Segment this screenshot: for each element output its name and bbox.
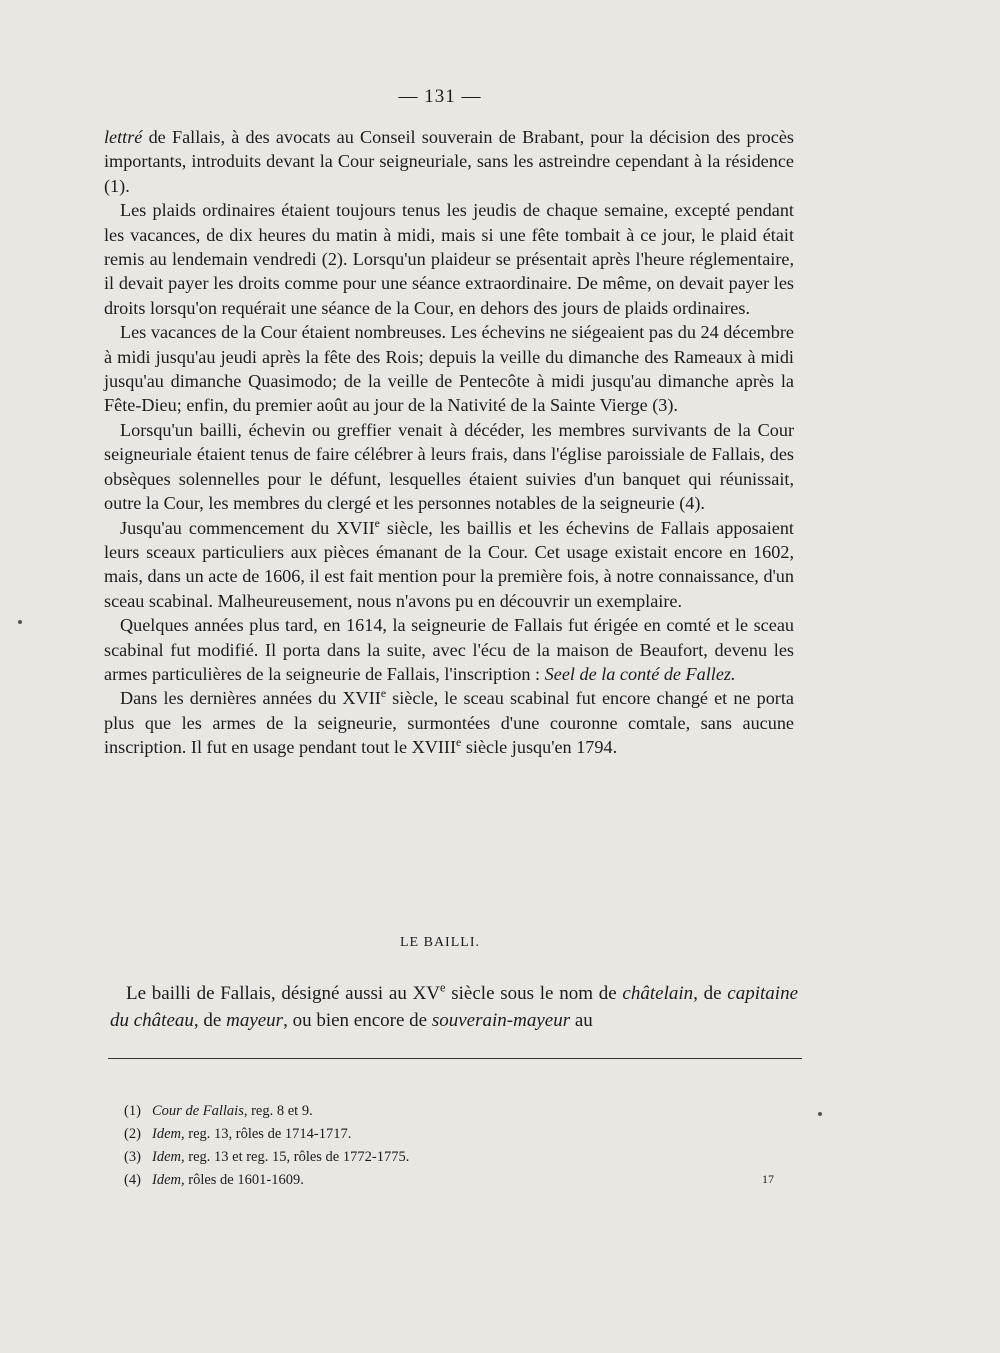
footnote xyxy=(124,1123,804,1146)
body-text xyxy=(104,125,794,760)
text-run: Dans les dernières années du XVII xyxy=(120,688,381,709)
paragraph xyxy=(104,613,794,686)
text-run: , ou bien encore de xyxy=(283,1010,432,1031)
paragraph xyxy=(104,125,794,198)
text-run: de Fallais, à des avocats au Conseil souverain de Brabant, pour la décision des procès importants, introduits devant la Cour seigneuriale, sans les astreindre cependant à la résidence (1). xyxy=(104,127,794,196)
text-run: , reg. 13 et reg. 15, rôles de 1772-1775. xyxy=(181,1149,410,1165)
italic-text: Idem xyxy=(152,1126,181,1142)
superscript: e xyxy=(456,735,462,750)
footnote xyxy=(124,1100,804,1123)
paper-speck xyxy=(818,1112,822,1116)
section-text xyxy=(110,980,798,1034)
italic-text: Idem xyxy=(152,1149,181,1165)
text-run: , reg. 13, rôles de 1714-1717. xyxy=(181,1126,352,1142)
italic-text: souverain-mayeur xyxy=(431,1010,571,1031)
superscript: e xyxy=(440,980,446,995)
italic-text: Cour de Fallais xyxy=(152,1103,244,1119)
section-heading: LE BAILLI. xyxy=(400,935,480,950)
paragraph xyxy=(104,198,794,320)
text-run: Le bailli de Fallais, désigné aussi au XV xyxy=(126,983,441,1004)
footnote xyxy=(124,1146,804,1169)
footnotes xyxy=(124,1100,804,1192)
sheet-number: 17 xyxy=(762,1172,774,1186)
paper-speck xyxy=(18,620,22,624)
section-paragraph xyxy=(110,980,798,1034)
paragraph xyxy=(104,320,794,418)
text-run: , de xyxy=(193,1010,227,1031)
superscript: e xyxy=(374,515,380,530)
text-run: , reg. 8 et 9. xyxy=(243,1103,313,1119)
footnote-number: (2) xyxy=(124,1126,141,1142)
text-run: de xyxy=(697,983,728,1004)
text-run: Lorsqu'un bailli, échevin ou greffier venait à décéder, les membres survivants de la Cour seigneuriale étaient tenus de faire célébrer à leurs frais, dans l'église paroissiale de Fallais, des obsèques solennelles pour le défunt, lesquelles étaient suivies d'un banquet qui réunissait, outre la Cour, les membres du clergé et les personnes notables de la seigneurie (4). xyxy=(104,419,794,514)
text-run: siècle, les baillis et les échevins de Fallais apposaient leurs sceaux particuliers aux pièces émanant de la Cour. Cet usage existait encore en 1602, mais, dans un acte de 1606, il est fait mention pour la première fois, à notre connaissance, d'un sceau scabinal. Malheureusement, nous n'avons pu en découvrir un exemplaire. xyxy=(104,517,794,611)
paragraph xyxy=(104,516,794,614)
text-run: Les plaids ordinaires étaient toujours tenus les jeudis de chaque semaine, excepté pendant les vacances, de dix heures du matin à midi, mais si une fête tombait à ce jour, le plaid était remis au lendemain vendredi (2). Lorsqu'un plaideur se présentait après l'heure réglementaire, il devait payer les droits comme pour une séance extraordinaire. De même, on devait payer les droits lorsqu'on requérait une séance de la Cour, en dehors des jours de plaids ordinaires. xyxy=(104,200,794,318)
italic-text: capitaine du château xyxy=(110,983,798,1031)
italic-text: châtelain, xyxy=(622,983,698,1004)
text-run: siècle sous le nom de xyxy=(445,983,623,1004)
italic-text: Seel de la conté de Fallez. xyxy=(544,663,736,684)
text-run: Les vacances de la Cour étaient nombreuses. Les échevins ne siégeaient pas du 24 décembre à midi jusqu'au jeudi après la fête des Rois; depuis la veille du dimanche des Rameaux à midi jusqu'au dimanche Quasimodo; de la veille de Pentecôte à midi jusqu'au dimanche après la Fête-Dieu; enfin, du premier août au jour de la Nativité de la Sainte Vierge (3). xyxy=(104,322,794,416)
footnote-number: (4) xyxy=(124,1172,141,1188)
superscript: e xyxy=(380,686,387,701)
text-run: , rôles de 1601-1609. xyxy=(181,1172,304,1188)
footnote-rule xyxy=(108,1058,802,1059)
text-run: Jusqu'au commencement du XVII xyxy=(120,517,375,538)
footnote-number: (1) xyxy=(124,1103,141,1119)
text-run: siècle jusqu'en 1794. xyxy=(461,737,618,758)
page-number: — 131 — xyxy=(398,86,482,107)
text-run: siècle, le sceau scabinal fut encore changé et ne porta plus que les armes de la seigneurie, surmontées d'une couronne comtale, sans aucune inscription. Il fut en usage pendant tout le XVIII xyxy=(104,688,794,758)
italic-text: mayeur xyxy=(226,1010,284,1031)
italic-text: lettré xyxy=(104,127,143,147)
italic-text: Idem xyxy=(152,1172,181,1188)
text-run: Quelques années plus tard, en 1614, la seigneurie de Fallais fut érigée en comté et le sceau scabinal fut modifié. Il porta dans la suite, avec l'écu de la maison de Beaufort, devenu les armes particulières de la seigneurie de Fallais, l'inscription : xyxy=(104,615,794,684)
paragraph xyxy=(104,686,794,759)
text-run: au xyxy=(570,1010,593,1031)
footnote-number: (3) xyxy=(124,1149,141,1165)
footnote xyxy=(124,1169,804,1192)
paragraph xyxy=(104,418,794,516)
